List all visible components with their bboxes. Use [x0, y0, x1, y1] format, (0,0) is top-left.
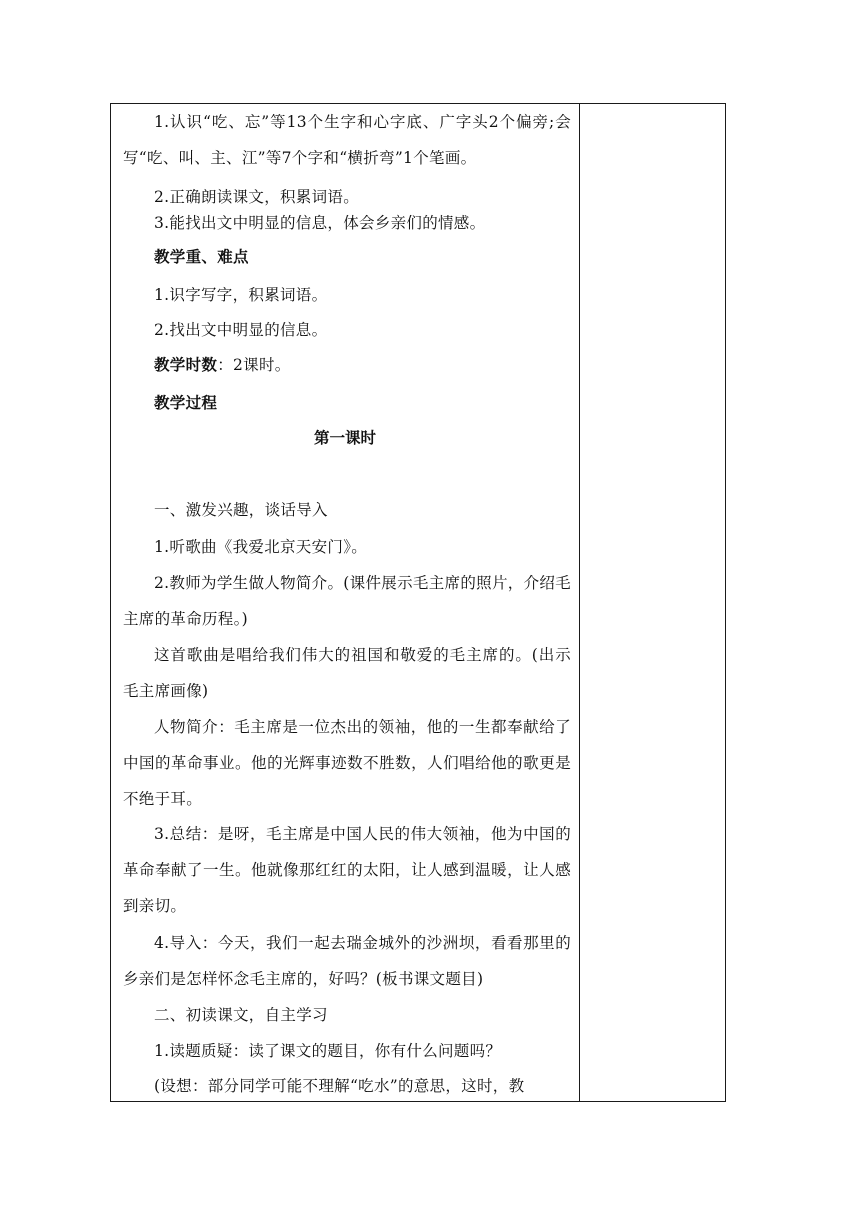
objective-item-2: 2.正确朗读课文，积累词语。	[154, 188, 359, 206]
key-point-item-1: 1.识字写字，积累词语。	[154, 286, 328, 304]
notes-cell	[580, 104, 725, 1101]
section-1-paragraph-2: 人物简介：毛主席是一位杰出的领袖，他的一生都奉献给了中国的革命事业。他的光辉事迹数不胜数，人们唱给他的歌更是不绝于耳。	[123, 718, 571, 808]
section-2-step-1: 1.读题质疑：读了课文的题目，你有什么问题吗？	[154, 1042, 502, 1060]
section-1-heading: 一、激发兴趣，谈话导入	[154, 501, 328, 519]
key-point-item-2: 2.找出文中明显的信息。	[154, 321, 328, 339]
section-1-step-1: 1.听歌曲《我爱北京天安门》。	[154, 538, 368, 556]
key-points-heading: 教学重、难点	[154, 247, 249, 266]
teaching-hours	[123, 350, 571, 380]
section-1-step-3: 3.总结：是呀，毛主席是中国人民的伟大领袖，他为中国的革命奉献了一生。他就像那红红的太阳，让人感到温暖，让人感到亲切。	[123, 825, 571, 915]
objective-item-1: 1.认识“吃、忘”等13个生字和心字底、广字头2个偏旁;会写“吃、叫、主、江”等7个字和“横折弯”1个笔画。	[123, 113, 571, 167]
section-1-step-4: 4.导入：今天，我们一起去瑞金城外的沙洲坝，看看那里的乡亲们是怎样怀念毛主席的，好吗？(板书课文题目)	[123, 934, 571, 988]
lesson-title: 第一课时	[313, 428, 376, 447]
section-2-heading: 二、初读课文，自主学习	[154, 1006, 328, 1024]
teaching-hours-value: ：2课时。	[217, 356, 291, 374]
section-1-step-2: 2.教师为学生做人物简介。(课件展示毛主席的照片，介绍毛主席的革命历程。)	[123, 574, 571, 628]
teaching-process-heading: 教学过程	[154, 393, 218, 412]
section-1-paragraph-1: 这首歌曲是唱给我们伟大的祖国和敬爱的毛主席的。(出示毛主席画像)	[123, 646, 571, 700]
teaching-hours-label: 教学时数	[154, 355, 218, 374]
objective-item-3: 3.能找出文中明显的信息，体会乡亲们的情感。	[154, 214, 486, 232]
section-2-paragraph-1: (设想：部分同学可能不理解“吃水”的意思，这时，教	[154, 1077, 525, 1095]
main-content-cell	[111, 104, 579, 1101]
lesson-plan-table	[110, 103, 726, 1102]
